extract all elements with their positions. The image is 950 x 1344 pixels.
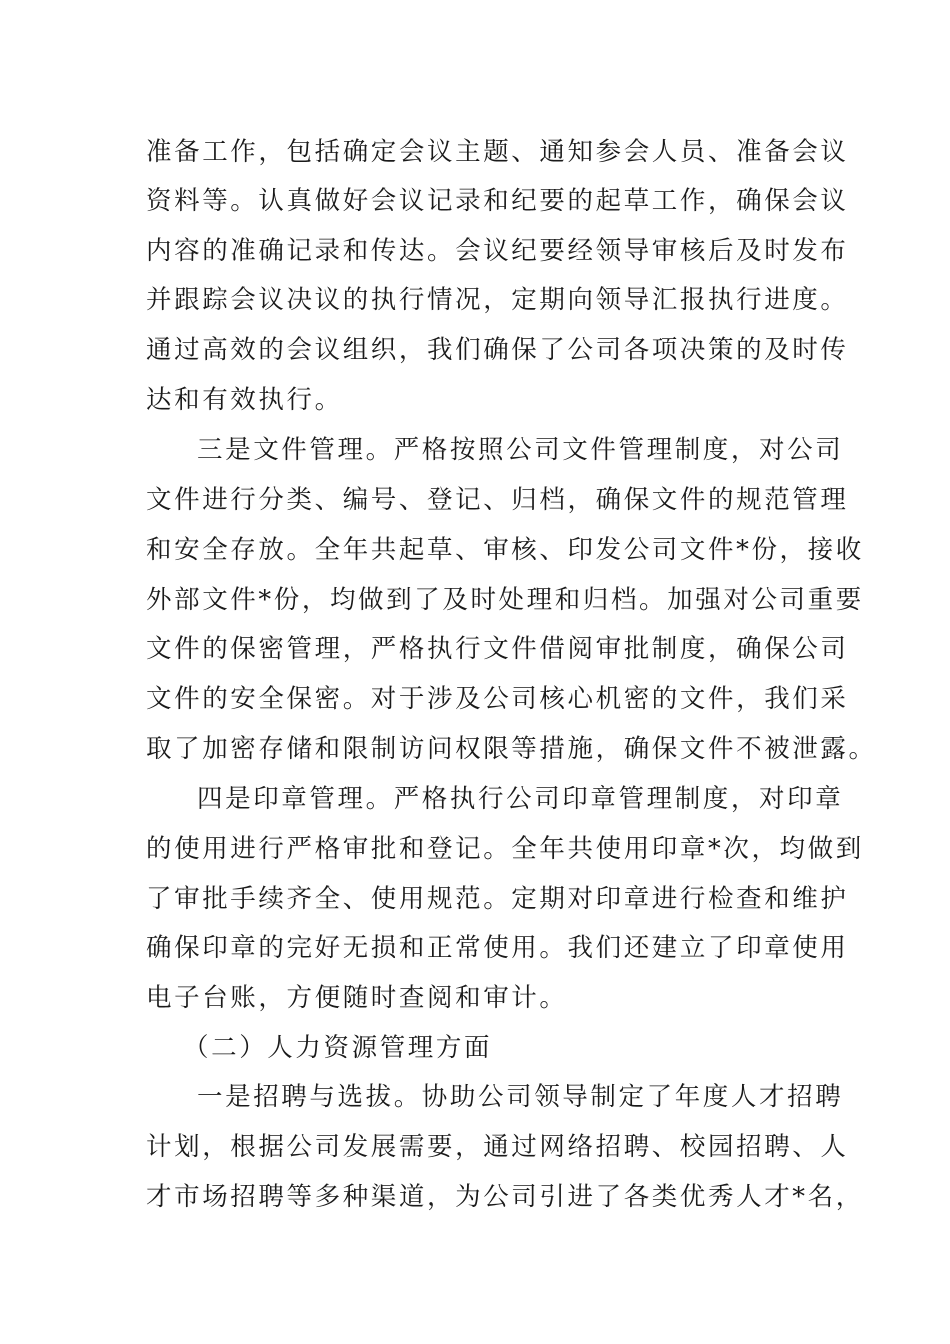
text-line: 文件进行分类、编号、登记、归档，确保文件的规范管理 <box>146 485 849 515</box>
text-line: 通过高效的会议组织，我们确保了公司各项决策的及时传 <box>146 335 849 365</box>
text-line: 达和有效执行。 <box>146 385 343 415</box>
paragraph-start-line: 一是招聘与选拔。协助公司领导制定了年度人才招聘 <box>197 1082 844 1112</box>
paragraph-start-line: 三是文件管理。严格按照公司文件管理制度，对公司 <box>197 435 844 465</box>
text-line: 并跟踪会议决议的执行情况，定期向领导汇报执行进度。 <box>146 285 849 315</box>
text-line: 外部文件*份，均做到了及时处理和归档。加强对公司重要 <box>146 585 864 615</box>
text-line: 资料等。认真做好会议记录和纪要的起草工作，确保会议 <box>146 186 849 216</box>
text-line: 才市场招聘等多种渠道，为公司引进了各类优秀人才*名， <box>146 1182 864 1212</box>
text-line: 了审批手续齐全、使用规范。定期对印章进行检查和维护 <box>146 884 849 914</box>
text-line: 取了加密存储和限制访问权限等措施，确保文件不被泄露。 <box>146 734 877 764</box>
paragraph-start-line: 四是印章管理。严格执行公司印章管理制度，对印章 <box>197 784 844 814</box>
text-line: 确保印章的完好无损和正常使用。我们还建立了印章使用 <box>146 933 849 963</box>
text-line: 电子台账，方便随时查阅和审计。 <box>146 983 568 1013</box>
text-line: 文件的安全保密。对于涉及公司核心机密的文件，我们采 <box>146 684 849 714</box>
text-line: 准备工作，包括确定会议主题、通知参会人员、准备会议 <box>146 137 849 167</box>
text-line: 文件的保密管理，严格执行文件借阅审批制度，确保公司 <box>146 634 849 664</box>
text-line: 的使用进行严格审批和登记。全年共使用印章*次，均做到 <box>146 834 864 864</box>
section-heading: （二）人力资源管理方面 <box>183 1033 493 1063</box>
text-line: 内容的准确记录和传达。会议纪要经领导审核后及时发布 <box>146 236 849 266</box>
text-line: 计划，根据公司发展需要，通过网络招聘、校园招聘、人 <box>146 1132 849 1162</box>
text-line: 和安全存放。全年共起草、审核、印发公司文件*份，接收 <box>146 535 864 565</box>
